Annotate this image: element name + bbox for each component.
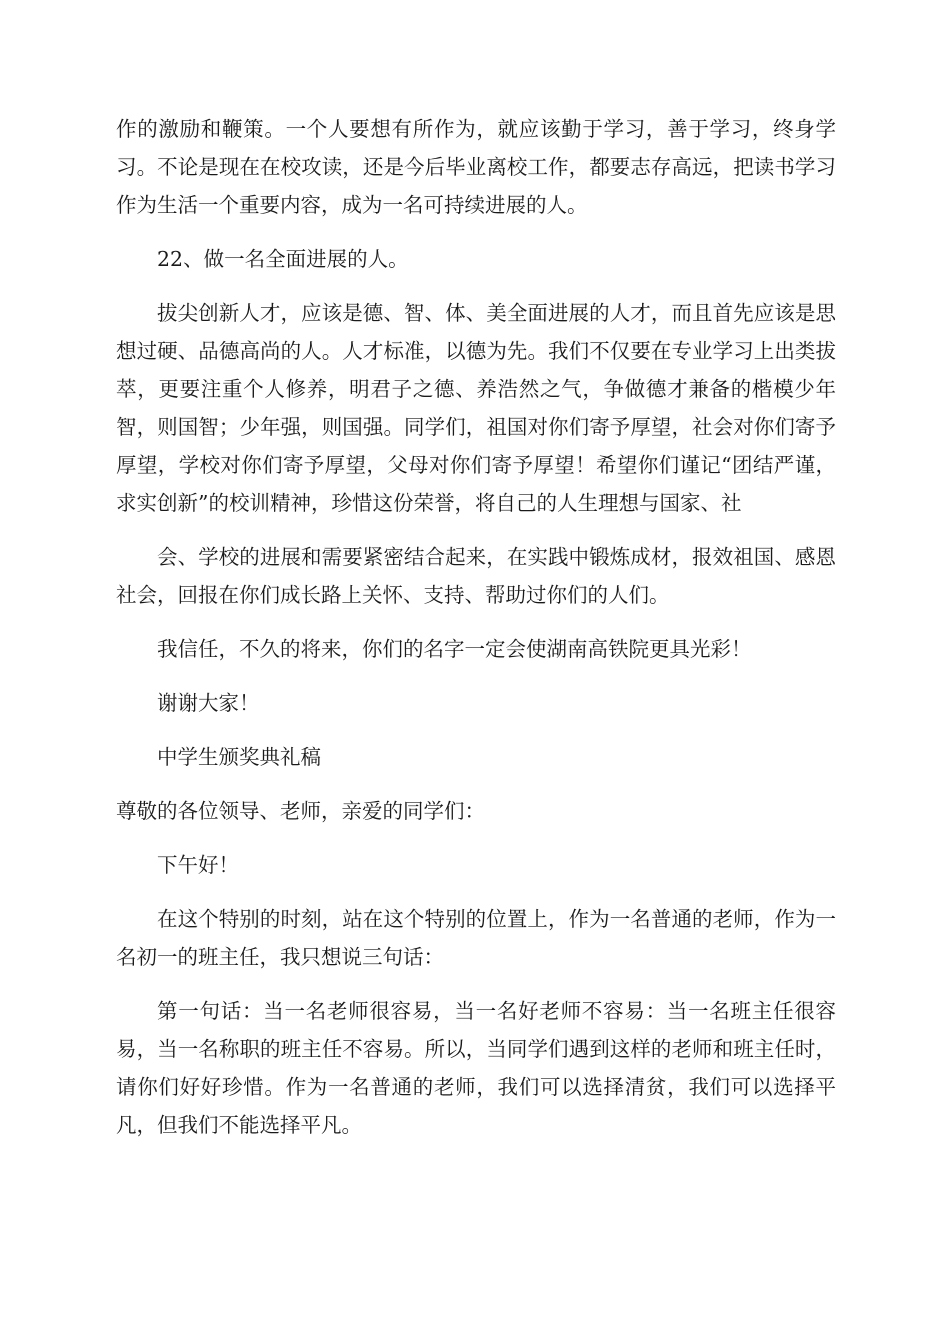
paragraph-first-point: 第一句话：当一名老师很容易，当一名好老师不容易：当一名班主任很容易，当一名称职的班主任不容易。所以，当同学们遇到这样的老师和班主任时，请你们好好珍惜。作为一名普通的老师，我们可以选择清贫，我们可以选择平凡，但我们不能选择平凡。 [116,999,836,1137]
speech-title: 中学生颁奖典礼稿 [157,745,321,769]
paragraph-talent: 拔尖创新人才，应该是德、智、体、美全面进展的人才，而且首先应该是思想过硬、品德高尚的人。人才标准，以德为先。我们不仅要在专业学习上出类拔萃，更要注重个人修养，明君子之德、养浩然之气，争做德才兼备的楷模少年智，则国智；少年强，则国强。同学们，祖国对你们寄予厚望，社会对你们寄予厚望，学校对你们寄予厚望，父母对你们寄予厚望！希望你们谨记“团结严谨，求实创新”的校训精神，珍惜这份荣誉，将自己的人生理想与国家、社 [116,301,836,515]
paragraph-society: 会、学校的进展和需要紧密结合起来，在实践中锻炼成材，报效祖国、感恩社会，回报在你们成长路上关怀、支持、帮助过你们的人们。 [116,545,836,607]
section-heading: 22、做一名全面进展的人。 [157,247,409,271]
paragraph-continuation: 作的激励和鞭策。一个人要想有所作为，就应该勤于学习，善于学习，终身学习。不论是现在在校攻读，还是今后毕业离校工作，都要志存高远，把读书学习作为生活一个重要内容，成为一名可持续进展的人。 [116,117,836,217]
paragraph-intro: 在这个特别的时刻，站在这个特别的位置上，作为一名普通的老师，作为一名初一的班主任，我只想说三句话： [116,907,836,969]
paragraph-belief: 我信任，不久的将来，你们的名字一定会使湖南高铁院更具光彩！ [157,637,752,661]
salutation: 尊敬的各位领导、老师，亲爱的同学们： [116,799,485,823]
greeting: 下午好！ [157,853,239,877]
document-page [116,110,836,1160]
paragraph-thanks: 谢谢大家！ [157,691,260,715]
